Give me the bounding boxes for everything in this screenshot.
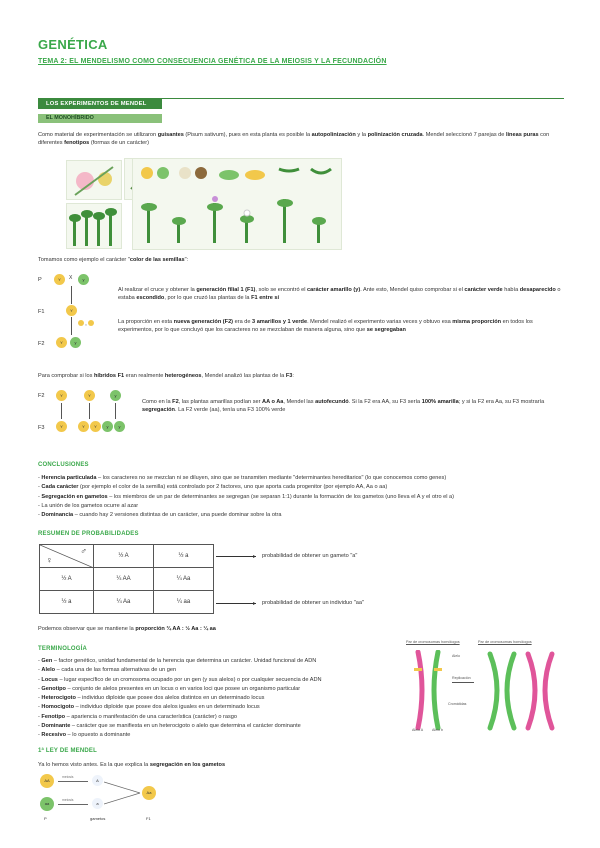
meiosis-arrow-1 bbox=[58, 781, 88, 782]
chrom-label-left: Par de cromosomas homólogos bbox=[406, 640, 460, 644]
male-symbol: ♂ bbox=[80, 546, 87, 556]
row-header-a-upper: ½ A bbox=[40, 568, 94, 591]
cross-diagram-f2-f3 bbox=[38, 388, 128, 444]
law-diagram bbox=[38, 772, 168, 824]
section-bar-monohybrid: EL MONOHÍBRIDO bbox=[38, 114, 162, 123]
label-p: P bbox=[38, 277, 42, 283]
cell-Aa-1: ¼ Aa bbox=[154, 568, 214, 591]
parent-yellow-pea: Y bbox=[54, 274, 65, 285]
chrom-chromatids-label: Cromátidas bbox=[448, 702, 467, 706]
punnett-corner bbox=[40, 545, 94, 568]
meiosis-arrow-2 bbox=[58, 804, 88, 805]
f3-pea-2: Y bbox=[78, 421, 89, 432]
f2-pea-1: Y bbox=[56, 390, 67, 401]
conclusions-heading: CONCLUSIONES bbox=[38, 462, 89, 468]
arrow-1 bbox=[61, 403, 62, 419]
list-item: - La unión de los gametos ocurre al azar bbox=[38, 502, 139, 509]
f2-pea-3: y bbox=[110, 390, 121, 401]
f3-pea-1: Y bbox=[56, 421, 67, 432]
proportion-line: Podemos observar que se mantiene la proporción ¾ AA : ½ Aa : ¼ aa bbox=[38, 626, 216, 632]
arrow-head-individual: ▸ bbox=[253, 601, 257, 607]
page-title: GENÉTICA bbox=[38, 37, 108, 52]
arrow-individual bbox=[216, 603, 256, 604]
example-line: Tomamos como ejemplo el carácter "color de las semillas": bbox=[38, 257, 189, 263]
arrow-3 bbox=[115, 403, 116, 419]
row-header-a-lower: ½ a bbox=[40, 591, 94, 614]
col-header-a-upper: ½ A bbox=[94, 545, 154, 568]
cell-Aa-2: ¼ Aa bbox=[94, 591, 154, 614]
chrom-alelo-label: Alelo bbox=[452, 654, 460, 658]
list-item: - Recesivo – lo opuesto a dominante bbox=[38, 732, 131, 739]
punnett-square bbox=[39, 544, 214, 614]
list-item: - Locus – lugar específico de un cromosoma ocupado por un gen (y sus alelos) o por cualquier secuencia de ADN bbox=[38, 676, 322, 683]
f3-pea-3: Y bbox=[90, 421, 101, 432]
chrom-replication-label: Replicación bbox=[452, 676, 471, 680]
f3-pea-4: y bbox=[102, 421, 113, 432]
list-item: - Fenotipo – apariencia o manifestación de una característica (carácter) o rasgo bbox=[38, 713, 237, 720]
replication-arrow bbox=[452, 682, 474, 683]
chrom-label-right: Par de cromosomas homólogos bbox=[478, 640, 532, 644]
arrow-head-gamete: ▸ bbox=[253, 554, 257, 560]
pollination-illustration bbox=[66, 160, 122, 200]
list-item: - Heterocigoto – individuo diploide que posee dos alelos distintos en un determinado locus bbox=[38, 695, 265, 702]
child-Aa: Aa bbox=[142, 786, 156, 800]
chrom-alelo-a-label: Alelo A bbox=[412, 728, 424, 732]
arrow-p-f1 bbox=[71, 286, 72, 304]
f1-yellow-pea: Y bbox=[66, 305, 77, 316]
parent-AA: AA bbox=[40, 774, 54, 788]
cross-diagram-f1-f2 bbox=[38, 272, 118, 364]
chrom-alelo-b-label: Alelo b bbox=[432, 728, 443, 732]
list-item: - Genotipo – conjunto de alelos presentes en un locus o en varios loci que posee un organismo particular bbox=[38, 685, 301, 692]
fertilization-lines bbox=[104, 780, 142, 806]
f2-yellow-pea: Y bbox=[56, 337, 67, 348]
parent-aa: aa bbox=[40, 797, 54, 811]
list-item: - Herencia particulada – los caracteres no se mezclan ni se diluyen, sino que se transmiten mediante "determinantes hereditarios" (lo que conocemos como genes) bbox=[38, 475, 447, 481]
f2-pea-2: Y bbox=[84, 390, 95, 401]
chromosome-figure bbox=[404, 640, 564, 740]
pea-plants-illustration bbox=[66, 203, 122, 249]
arrow-f1-f2 bbox=[71, 317, 72, 335]
self-cross-box: × bbox=[78, 320, 112, 328]
cross-symbol: X bbox=[69, 275, 73, 281]
individual-note: probabilidad de obtener un individuo "aa" bbox=[262, 600, 364, 606]
label-f1: F1 bbox=[38, 309, 45, 315]
f2-green-pea: y bbox=[70, 337, 81, 348]
list-item: - Alelo – cada una de las formas alternativas de un gen bbox=[38, 667, 177, 674]
list-item: - Gen – factor genético, unidad fundamental de la herencia que determina un carácter. Unidad funcional de ADN bbox=[38, 658, 317, 664]
f3-pea-5: y bbox=[114, 421, 125, 432]
cell-aa: ¼ aa bbox=[154, 591, 214, 614]
page-subtitle: TEMA 2: EL MENDELISMO COMO CONSECUENCIA GENÉTICA DE LA MEIOSIS Y LA FECUNDACIÓN bbox=[38, 58, 387, 65]
gamete-note: probabilidad de obtener un gameto "a" bbox=[262, 553, 358, 559]
chromosome-pair-left bbox=[408, 650, 468, 730]
law-heading: 1ª LEY DE MENDEL bbox=[38, 748, 97, 754]
terminology-list bbox=[38, 657, 398, 741]
terminology-heading: TERMINOLOGÍA bbox=[38, 646, 88, 652]
f2-paragraph: La proporción en esta nueva generación (F2) era de 3 amarillos y 1 verde. Mendel realizó el experimento varias veces y obtuvo esa misma proporción en todos los experimentos, por lo que concluyó que los caracteres no se mezclaban de manera alguna, sino que se segregaban bbox=[118, 319, 533, 334]
conclusions-list bbox=[38, 474, 564, 520]
section-bar-experiments: LOS EXPERIMENTOS DE MENDEL bbox=[38, 98, 162, 109]
list-item: - Cada carácter (por ejemplo el color de la semilla) está controlado por 2 factores, uno que aporta cada progenitor (por ejemplo AA, Aa o aa) bbox=[38, 484, 388, 491]
meiosis-label-2: meiosis bbox=[62, 798, 74, 802]
arrow-2 bbox=[89, 403, 90, 419]
label-f1-law: F1 bbox=[146, 816, 151, 821]
parent-green-pea: y bbox=[78, 274, 89, 285]
label-f3-row: F3 bbox=[38, 425, 45, 431]
f3-paragraph: Como en la F2, las plantas amarillas podían ser AA o Aa, Mendel las autofecundó. Si la F2 era AA, su F3 sería 100% amarilla; y si la F2 era Aa, su F3 mostraría segregación. La F2 verde (aa), tenía una F3 100% verde bbox=[142, 399, 545, 414]
arrow-gamete bbox=[216, 556, 256, 557]
chromosome-pair-right bbox=[484, 650, 560, 732]
label-p-law: P bbox=[44, 816, 47, 821]
label-f2: F2 bbox=[38, 341, 45, 347]
list-item: - Homocigoto – individuo diploide que posee dos alelos iguales en un determinado locus bbox=[38, 704, 260, 711]
list-item: - Dominante – carácter que se manifiesta en un heterocigoto o alelo que determina el carácter dominante bbox=[38, 723, 301, 730]
cell-AA: ¼ AA bbox=[94, 568, 154, 591]
probabilities-heading: RESUMEN DE PROBABILIDADES bbox=[38, 531, 139, 537]
label-gametes: gametos bbox=[90, 816, 106, 821]
seven-traits-illustration bbox=[132, 158, 342, 250]
col-header-a-lower: ½ a bbox=[154, 545, 214, 568]
label-f2-row: F2 bbox=[38, 393, 45, 399]
female-symbol: ♀ bbox=[46, 555, 53, 565]
gamete-A: A bbox=[92, 775, 103, 786]
meiosis-label-1: meiosis bbox=[62, 775, 74, 779]
law-line: Ya lo hemos visto antes. Es la que explica la segregación en los gametos bbox=[38, 762, 226, 768]
list-item: - Segregación en gametos – los miembros de un par de determinantes se segregan (se separan 1:1) durante la formación de los gametos (uno lleva el A y el otro el a) bbox=[38, 493, 455, 500]
f1-paragraph: Al realizar el cruce y obtener la generación filial 1 (F1), solo se encontró el carácter amarillo (y). Ante esto, Mendel quiso comprobar si el carácter verde había desaparecido o estaba escondido, por lo que cruzó las plantas de la F1 entre sí bbox=[118, 287, 561, 302]
intro-paragraph: Como material de experimentación se utilizaron guisantes (Pisum sativum), pues en esta planta es posible la autopolinización y la polinización cruzada. Mendel seleccionó 7 parejas de líneas puras con diferentes fenotipos (formas de un carácter) bbox=[38, 132, 550, 147]
hybrids-line: Para comprobar si los híbridos F1 eran realmente heterogéneos, Mendel analizó las plantas de la F3: bbox=[38, 373, 294, 379]
gamete-a: a bbox=[92, 798, 103, 809]
list-item: - Dominancia – cuando hay 2 versiones distintas de un carácter, una puede dominar sobre la otra bbox=[38, 512, 282, 519]
